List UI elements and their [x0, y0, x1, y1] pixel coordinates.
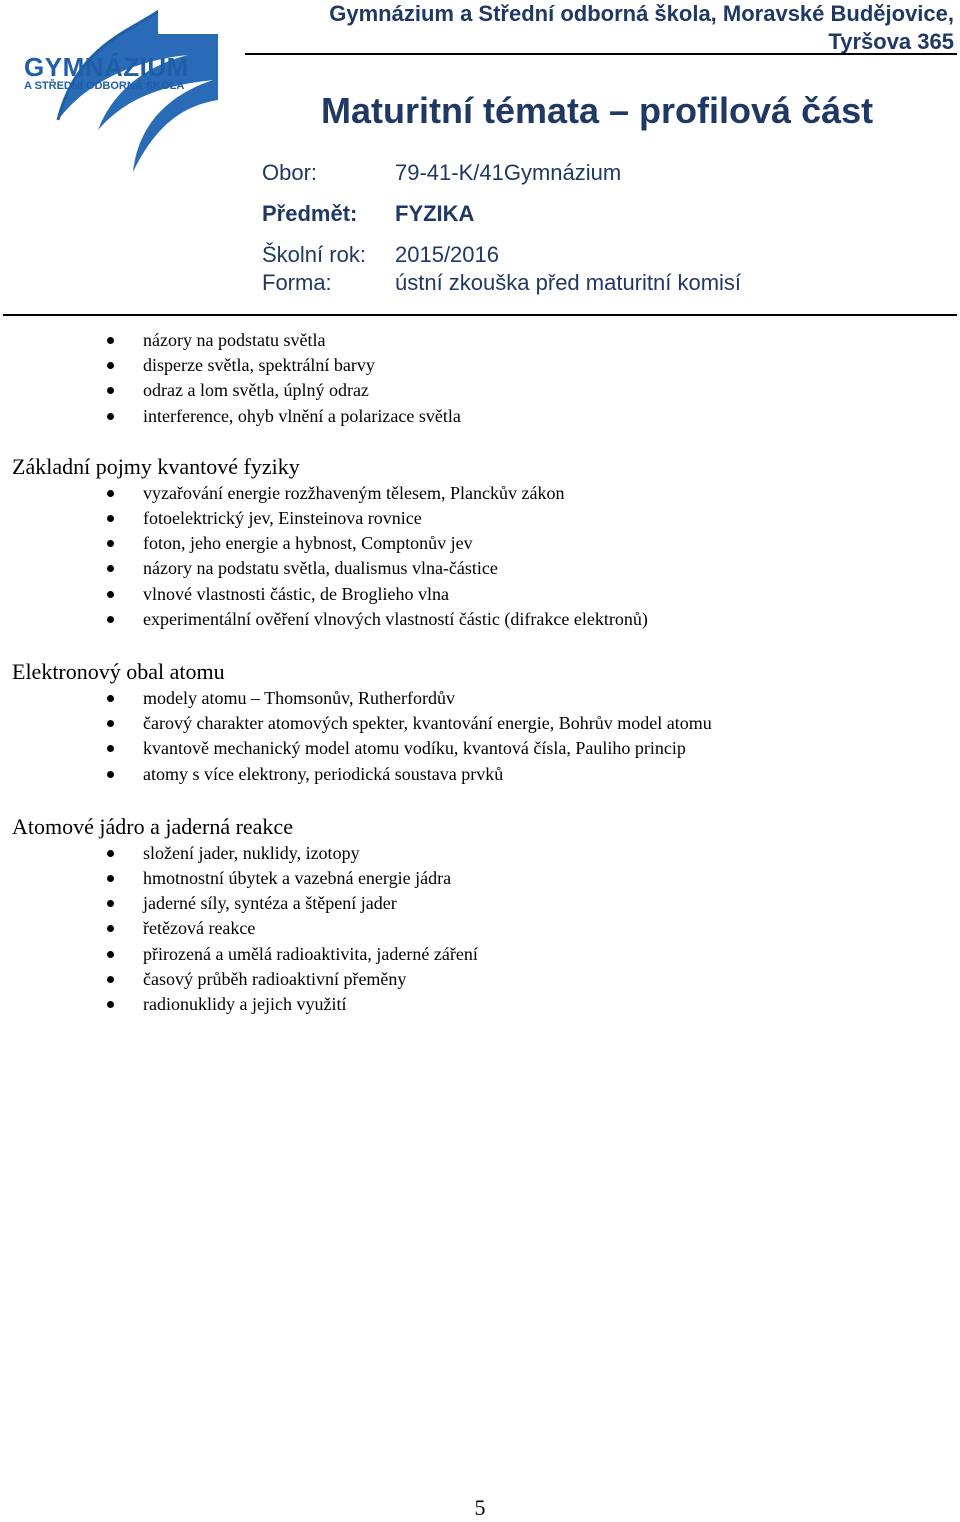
- list-item: [0, 762, 960, 787]
- list-item: [0, 711, 960, 736]
- bullet-icon: [107, 362, 114, 369]
- document-title: Maturitní témata – profilová část: [321, 90, 874, 131]
- school-name-line2: Tyršova 365: [828, 29, 954, 54]
- list-item-text: foton, jeho energie a hybnost, Comptonův jev: [143, 533, 473, 554]
- bullet-icon: [107, 387, 114, 394]
- list-item-text: vlnové vlastnosti částic, de Broglieho vlna: [143, 583, 449, 604]
- bullet-icon: [107, 976, 114, 983]
- bullet-icon: [107, 875, 114, 882]
- school-name-line1: Gymnázium a Střední odborná škola, Moravské Budějovice,: [329, 1, 954, 26]
- list-item-text: modely atomu – Thomsonův, Rutherfordův: [143, 688, 455, 709]
- section-heading: Elektronový obal atomu: [12, 659, 225, 685]
- list-item: [0, 378, 960, 403]
- bullet-icon: [107, 925, 114, 932]
- school-logo: [18, 0, 218, 180]
- list-item-text: názory na podstatu světla, dualismus vlna-částice: [143, 558, 498, 579]
- list-item-text: experimentální ověření vlnových vlastností částic (difrakce elektronů): [143, 608, 648, 629]
- list-item: [0, 404, 960, 429]
- list-item: [0, 556, 960, 581]
- bullet-icon: [107, 720, 114, 727]
- list-item: [0, 992, 960, 1017]
- list-item: [0, 328, 960, 353]
- list-item-text: atomy s více elektrony, periodická soustava prvků: [143, 763, 504, 784]
- list-item: [0, 942, 960, 967]
- list-item-text: časový průběh radioaktivní přeměny: [143, 968, 407, 989]
- meta-rok: [262, 241, 499, 269]
- list-item-text: čarový charakter atomových spekter, kvantování energie, Bohrův model atomu: [143, 713, 712, 734]
- topic-list: [0, 481, 960, 632]
- topic-list: [0, 328, 960, 429]
- meta-obor-label: Obor:: [262, 160, 318, 185]
- list-item: [0, 686, 960, 711]
- bullet-icon: [107, 1001, 114, 1008]
- meta-predmet-value: FYZIKA: [395, 201, 475, 226]
- topic-list: [0, 841, 960, 1017]
- bullet-icon: [107, 951, 114, 958]
- bullet-icon: [107, 490, 114, 497]
- bullet-icon: [107, 695, 114, 702]
- list-item-text: přirozená a umělá radioaktivita, jaderné záření: [143, 943, 478, 964]
- list-item-text: vyzařování energie rozžhaveným tělesem, Planckův zákon: [143, 482, 565, 503]
- bullet-icon: [107, 745, 114, 752]
- meta-forma: [262, 269, 741, 297]
- list-item-text: odraz a lom světla, úplný odraz: [143, 380, 369, 401]
- list-item-text: složení jader, nuklidy, izotopy: [143, 842, 360, 863]
- list-item-text: radionuklidy a jejich využití: [143, 994, 347, 1015]
- list-item: [0, 607, 960, 632]
- meta-forma-value: ústní zkouška před maturitní komisí: [395, 270, 742, 295]
- bullet-icon: [107, 591, 114, 598]
- bullet-icon: [107, 771, 114, 778]
- bullet-icon: [107, 850, 114, 857]
- list-item: [0, 891, 960, 916]
- logo-text-line1: GYMNÁZIUM: [24, 52, 189, 82]
- bullet-icon: [107, 900, 114, 907]
- list-item: [0, 353, 960, 378]
- list-item: [0, 531, 960, 556]
- school-name: [329, 0, 954, 56]
- bullet-icon: [107, 565, 114, 572]
- list-item: [0, 916, 960, 941]
- list-item-text: hmotnostní úbytek a vazebná energie jádra: [143, 868, 452, 889]
- bullet-icon: [107, 540, 114, 547]
- list-item: [0, 866, 960, 891]
- list-item: [0, 841, 960, 866]
- list-item: [0, 967, 960, 992]
- section-heading: Atomové jádro a jaderná reakce: [12, 813, 293, 839]
- list-item-text: názory na podstatu světla: [143, 330, 326, 350]
- list-item-text: jaderné síly, syntéza a štěpení jader: [143, 893, 397, 914]
- bullet-icon: [107, 337, 114, 344]
- list-item-text: fotoelektrický jev, Einsteinova rovnice: [143, 508, 422, 529]
- meta-rok-value: 2015/2016: [395, 242, 499, 267]
- bullet-icon: [107, 413, 114, 420]
- list-item-text: disperze světla, spektrální barvy: [143, 355, 375, 376]
- meta-obor-value: 79-41-K/41Gymnázium: [395, 160, 622, 185]
- list-item-text: kvantově mechanický model atomu vodíku, kvantová čísla, Pauliho princip: [143, 738, 686, 759]
- list-item: [0, 736, 960, 761]
- bullet-icon: [107, 616, 114, 623]
- logo-text-line2: A STŘEDNÍ ODBORNÁ ŠKOLA: [24, 80, 185, 92]
- meta-predmet-label: Předmět:: [262, 201, 358, 226]
- bullet-icon: [107, 515, 114, 522]
- topic-list: [0, 686, 960, 787]
- list-item: [0, 481, 960, 506]
- header-divider: [245, 53, 957, 55]
- list-item: [0, 582, 960, 607]
- list-item-text: řetězová reakce: [143, 918, 256, 939]
- topics-content: [0, 328, 960, 1017]
- list-item: [0, 506, 960, 531]
- list-item-text: interference, ohyb vlnění a polarizace světla: [143, 405, 461, 426]
- meta-predmet: [262, 200, 474, 228]
- meta-divider: [3, 314, 957, 316]
- meta-rok-label: Školní rok:: [262, 242, 366, 267]
- page-number: 5: [474, 1495, 486, 1520]
- meta-forma-label: Forma:: [262, 270, 332, 295]
- section-heading: Základní pojmy kvantové fyziky: [12, 453, 300, 479]
- meta-obor: [262, 159, 621, 187]
